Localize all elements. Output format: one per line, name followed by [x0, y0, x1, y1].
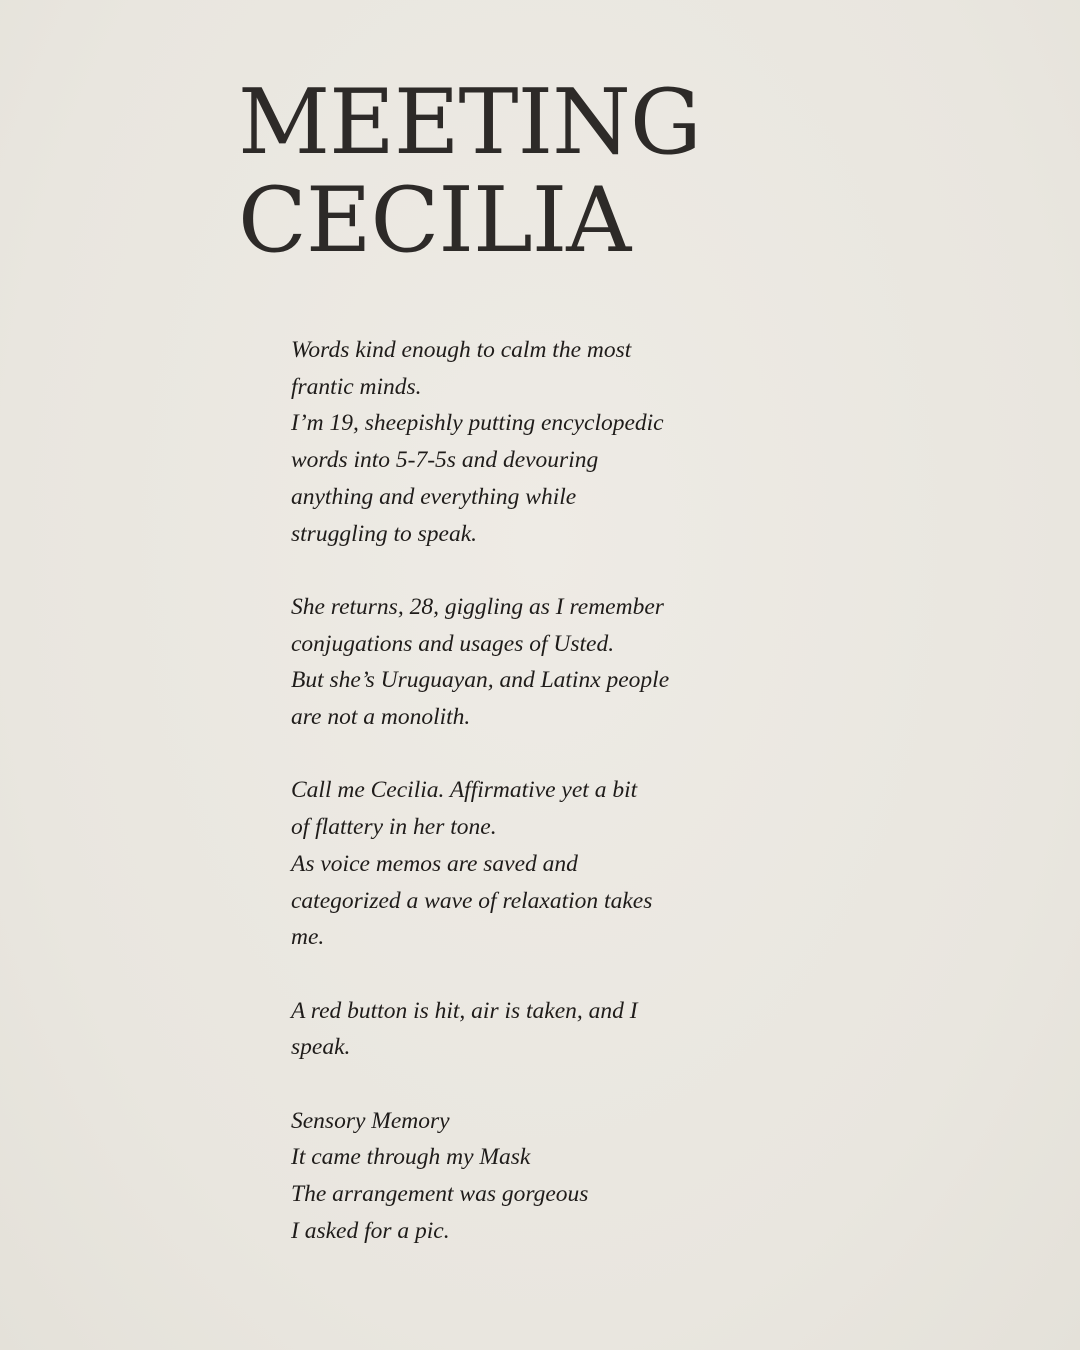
- poem-line: A red button is hit, air is taken, and I: [291, 997, 638, 1024]
- stanza-3: [291, 772, 721, 956]
- poem-line: She returns, 28, giggling as I remember: [291, 593, 664, 620]
- stanza-1: [291, 332, 721, 552]
- poem-line: me.: [291, 924, 325, 951]
- poem-line: Words kind enough to calm the most: [291, 337, 632, 363]
- poem-line: conjugations and usages of Usted.: [291, 630, 615, 657]
- poem-line: Call me Cecilia. Affirmative yet a bit: [291, 777, 638, 804]
- poem-line: The arrangement was gorgeous: [291, 1181, 589, 1208]
- title-line-1: MEETING: [238, 70, 701, 175]
- poem-line: struggling to speak.: [291, 520, 478, 547]
- poem-body: [291, 332, 721, 1250]
- poem-line: frantic minds.: [291, 373, 422, 400]
- poem-line: are not a monolith.: [291, 704, 471, 731]
- poem-line: of flattery in her tone.: [291, 814, 497, 841]
- poem-line: I asked for a pic.: [291, 1217, 450, 1244]
- poem-line: Sensory Memory: [291, 1107, 450, 1134]
- poem-line: It came through my Mask: [291, 1144, 531, 1171]
- title-line-2: CECILIA: [238, 168, 631, 273]
- poem-line: words into 5-7-5s and devouring: [291, 447, 599, 474]
- poem-line: As voice memos are saved and: [291, 850, 578, 877]
- poem-line: But she’s Uruguayan, and Latinx people: [291, 667, 670, 694]
- poem-line: categorized a wave of relaxation takes: [291, 887, 653, 914]
- poem-line: I’m 19, sheepishly putting encyclopedic: [291, 410, 664, 437]
- poem-line: anything and everything while: [291, 483, 577, 510]
- stanza-5: [291, 1103, 721, 1250]
- poem-line: speak.: [291, 1034, 351, 1061]
- stanza-2: [291, 589, 721, 736]
- page-title: [238, 70, 701, 273]
- stanza-4: [291, 993, 721, 1066]
